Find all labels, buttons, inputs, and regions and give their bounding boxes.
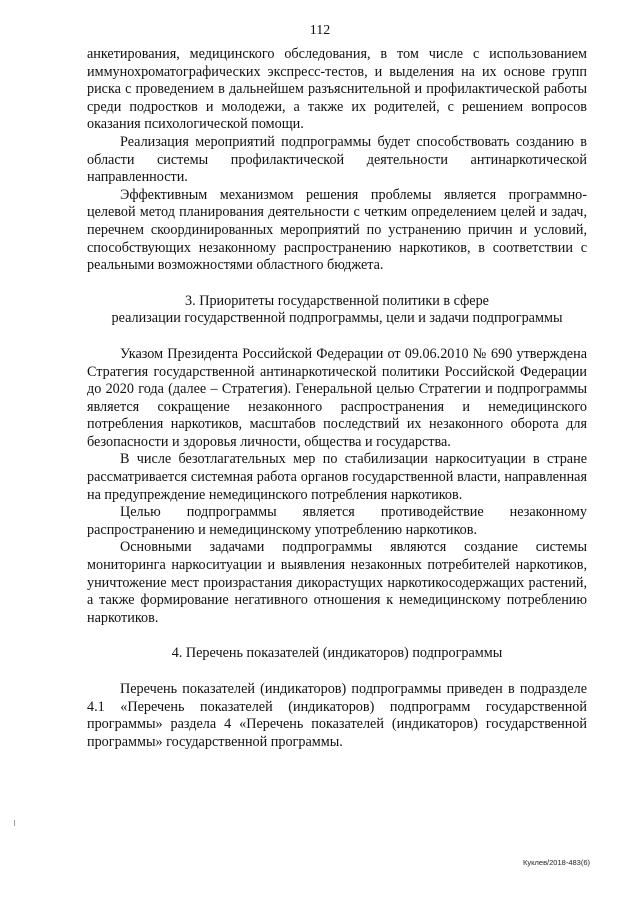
paragraph: Реализация мероприятий подпрограммы будет способствовать созданию в области системы профилактической деятельности антинаркотической направленности. [87,133,587,186]
paragraph: Основными задачами подпрограммы являются создание системы мониторинга наркоситуации и выявления незаконных потребителей наркотиков, уничтожение мест произрастания дикорастущих наркотикосодержащих растений, а также формирование негативного отношения к немедицинскому потреблению наркотиков. [87,539,587,626]
document-code: Куклев/2018-483(6) [523,858,590,867]
paragraph: Перечень показателей (индикаторов) подпрограммы приведен в подразделе 4.1 «Перечень показателей (индикаторов) подпрограмм государственной программы» раздела 4 «Перечень показателей (индикаторов) государственной программы» государственной программы. [87,681,587,750]
page-number: 112 [309,23,331,38]
margin-mark [14,820,15,826]
document-body [87,46,587,751]
paragraph: В числе безотлагательных мер по стабилизации наркоситуации в стране рассматривается системная работа органов государственной власти, направленная на предупреждение немедицинского потребления наркотиков. [87,451,587,503]
section-3-heading-line-2: реализации государственной подпрограммы, цели и задачи подпрограммы [111,310,563,327]
section-3-heading-line-1: 3. Приоритеты государственной политики в сфере [185,292,489,309]
section-4-heading: 4. Перечень показателей (индикаторов) подпрограммы [171,645,503,662]
paragraph: Целью подпрограммы является противодействие незаконному распространению и немедицинскому употреблению наркотиков. [87,504,587,538]
paragraph: анкетирования, медицинского обследования, в том числе с использованием иммунохроматографических экспресс-тестов, и выделения на их основе групп риска с проведением в дальнейшем разъяснительной и профилактической работы среди подростков и молодежи, а также их родителей, с решением вопросов оказания психологической помощи. [87,46,587,133]
paragraph: Указом Президента Российской Федерации от 09.06.2010 № 690 утверждена Стратегия государственной антинаркотической политики Российской Федерации до 2020 года (далее – Стратегия). Генеральной целью Стратегии и подпрограммы является сокращение незаконного распространения и немедицинского потребления наркотиков, масштабов последствий их незаконного оборота для безопасности и здоровья личности, общества и государства. [87,345,587,450]
paragraph: Эффективным механизмом решения проблемы является программно-целевой метод планирования деятельности с четким определением целей и задач, перечнем скоординированных мероприятий по устранению причин и условий, способствующих незаконному распространению наркотиков, в соответствии с реальными возможностями областного бюджета. [87,186,587,274]
